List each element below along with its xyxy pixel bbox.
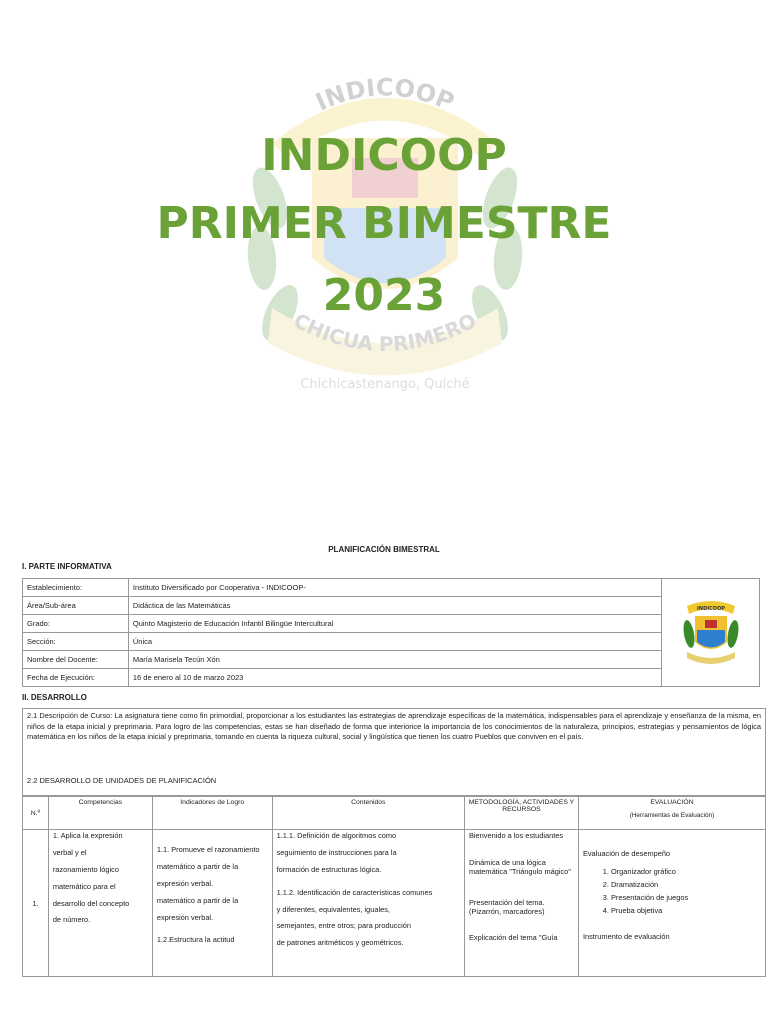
cover-title-line-2: PRIMER BIMESTRE (156, 198, 612, 249)
info-value: Quinto Magisterio de Educación Infantil Bilingüe Intercultural (128, 615, 661, 633)
info-key: Área/Sub-área (23, 597, 129, 615)
header-competencias: Competencias (48, 797, 152, 830)
contenido-line: 1.1.1. Definición de algoritmos como (276, 831, 397, 840)
contenido-line: y diferentes, equivalentes, iguales, (276, 904, 390, 914)
list-item: 1. Organizador gráfico (611, 867, 761, 876)
competencia-line: razonamiento lógico (52, 864, 119, 874)
info-row (23, 615, 760, 633)
header-evaluacion (578, 797, 765, 830)
indicoop-small-logo (681, 596, 741, 668)
competencia-line: verbal y el (52, 847, 87, 857)
indicador-line: matemático a partir de la (156, 861, 239, 871)
units-heading: 2.2 DESARROLLO DE UNIDADES DE PLANIFICACIÓN (27, 776, 217, 785)
cell-indicadores (152, 830, 272, 977)
header-indicadores: Indicadores de Logro (152, 797, 272, 830)
contenido-line: semejantes, entre otros; para producción (276, 921, 411, 931)
metodologia-line: Dinámica de una lógica matemática "Triángulo mágico" (468, 857, 571, 876)
cell-competencias (48, 830, 152, 977)
doc-heading: PLANIFICACIÓN BIMESTRAL (328, 545, 440, 554)
metodologia-line: Explicación del tema "Guía (468, 933, 558, 943)
indicador-line: expresión verbal. (156, 878, 214, 888)
info-key: Establecimiento: (23, 579, 129, 597)
cover-title-line-1: INDICOOP (261, 130, 507, 181)
logo-bottom-text: CHICUA PRIMERO (289, 308, 481, 357)
indicador-line: expresión verbal. (156, 912, 214, 922)
info-value: Instituto Diversificado por Cooperativa - INDICOOP- (128, 579, 661, 597)
contenido-line: seguimiento de instrucciones para la (276, 847, 397, 857)
row-num: 1. (23, 830, 49, 977)
info-key: Sección: (23, 633, 129, 651)
small-logo-text: INDICOOP (696, 605, 725, 612)
competencia-line: 1. Aplica la expresión (52, 831, 123, 840)
info-value: Única (128, 633, 661, 651)
info-row (23, 597, 760, 615)
logo-location-text: Chichicastenango, Quiché (300, 377, 470, 392)
list-item: 4. Prueba objetiva (611, 906, 761, 915)
metodologia-line: Bienvenido a los estudiantes (468, 831, 564, 840)
competencia-line: de número. (52, 915, 91, 925)
list-item: 3. Presentación de juegos (611, 893, 761, 902)
contenido-line: 1.1.2. Identificación de características comunes (276, 887, 433, 897)
course-description-box (22, 708, 766, 796)
info-row (23, 633, 760, 651)
evaluacion-list (583, 867, 761, 915)
header-evaluacion-title: EVALUACIÓN (650, 799, 694, 806)
cell-evaluacion (578, 830, 765, 977)
indicador-line: 1.1. Promueve el razonamiento (156, 845, 260, 854)
header-metodologia: METODOLOGÍA, ACTIVIDADES Y RECURSOS (464, 797, 578, 830)
competencia-line: desarrollo del concepto (52, 898, 130, 908)
header-num: N.º (23, 797, 49, 830)
info-value: 16 de enero al 10 de marzo 2023 (128, 669, 661, 687)
info-key: Fecha de Ejecución: (23, 669, 129, 687)
list-item: 2. Dramatización (611, 880, 761, 889)
cell-contenidos (272, 830, 464, 977)
info-value: María Marisela Tecún Xón (128, 651, 661, 669)
section-informativa: I. PARTE INFORMATIVA (22, 562, 112, 571)
indicador-line: 1.2.Estructura la actitud (156, 935, 235, 945)
table-row (23, 830, 766, 977)
course-description: 2.1 Descripción de Curso: La asignatura tiene como fin primordial, proporcionar a los estudiantes las estrategias de aprendizaje específicas de la matemática, indispensables para el aprendizaje y enseñanza de la misma, en niños de la etapa inicial y preprimaria. Para logro de las competencias, estas se han diseñado de forma que interiorice la importancia de los conocimientos de la naturaleza, principios, estrategias y pensamientos de lógica matemática en los niños de la etapa inicial y preprimaria, tomando en cuenta la riqueza cultural, social y lingüística que tienen los cuatro Pueblos que conviven en el país. (27, 711, 761, 742)
info-row (23, 651, 760, 669)
contenido-line: formación de estructuras lógica. (276, 864, 382, 874)
logo-top-text: INDICOOP (311, 73, 459, 117)
header-contenidos: Contenidos (272, 797, 464, 830)
info-row (23, 669, 760, 687)
info-logo-cell (662, 579, 760, 687)
info-table (22, 578, 760, 687)
metodologia-line: Presentación del tema. (Pizarrón, marcadores) (468, 897, 545, 916)
indicador-line: matemático a partir de la (156, 895, 239, 905)
cover-title-line-3: 2023 (322, 270, 446, 321)
info-key: Grado: (23, 615, 129, 633)
planning-header-row (23, 797, 766, 830)
info-row (23, 579, 760, 597)
evaluacion-title: Evaluación de desempeño (582, 849, 671, 858)
competencia-line: matemático para el (52, 881, 116, 891)
section-desarrollo: II. DESARROLLO (22, 693, 87, 702)
header-evaluacion-sub: (Herramientas de Evaluación) (629, 812, 715, 819)
contenido-line: de patrones aritméticos y geométricos. (276, 938, 404, 948)
cell-metodologia (464, 830, 578, 977)
planning-table (22, 796, 766, 977)
info-key: Nombre del Docente: (23, 651, 129, 669)
evaluacion-footer: Instrumento de evaluación (582, 931, 670, 941)
info-value: Didáctica de las Matemáticas (128, 597, 661, 615)
